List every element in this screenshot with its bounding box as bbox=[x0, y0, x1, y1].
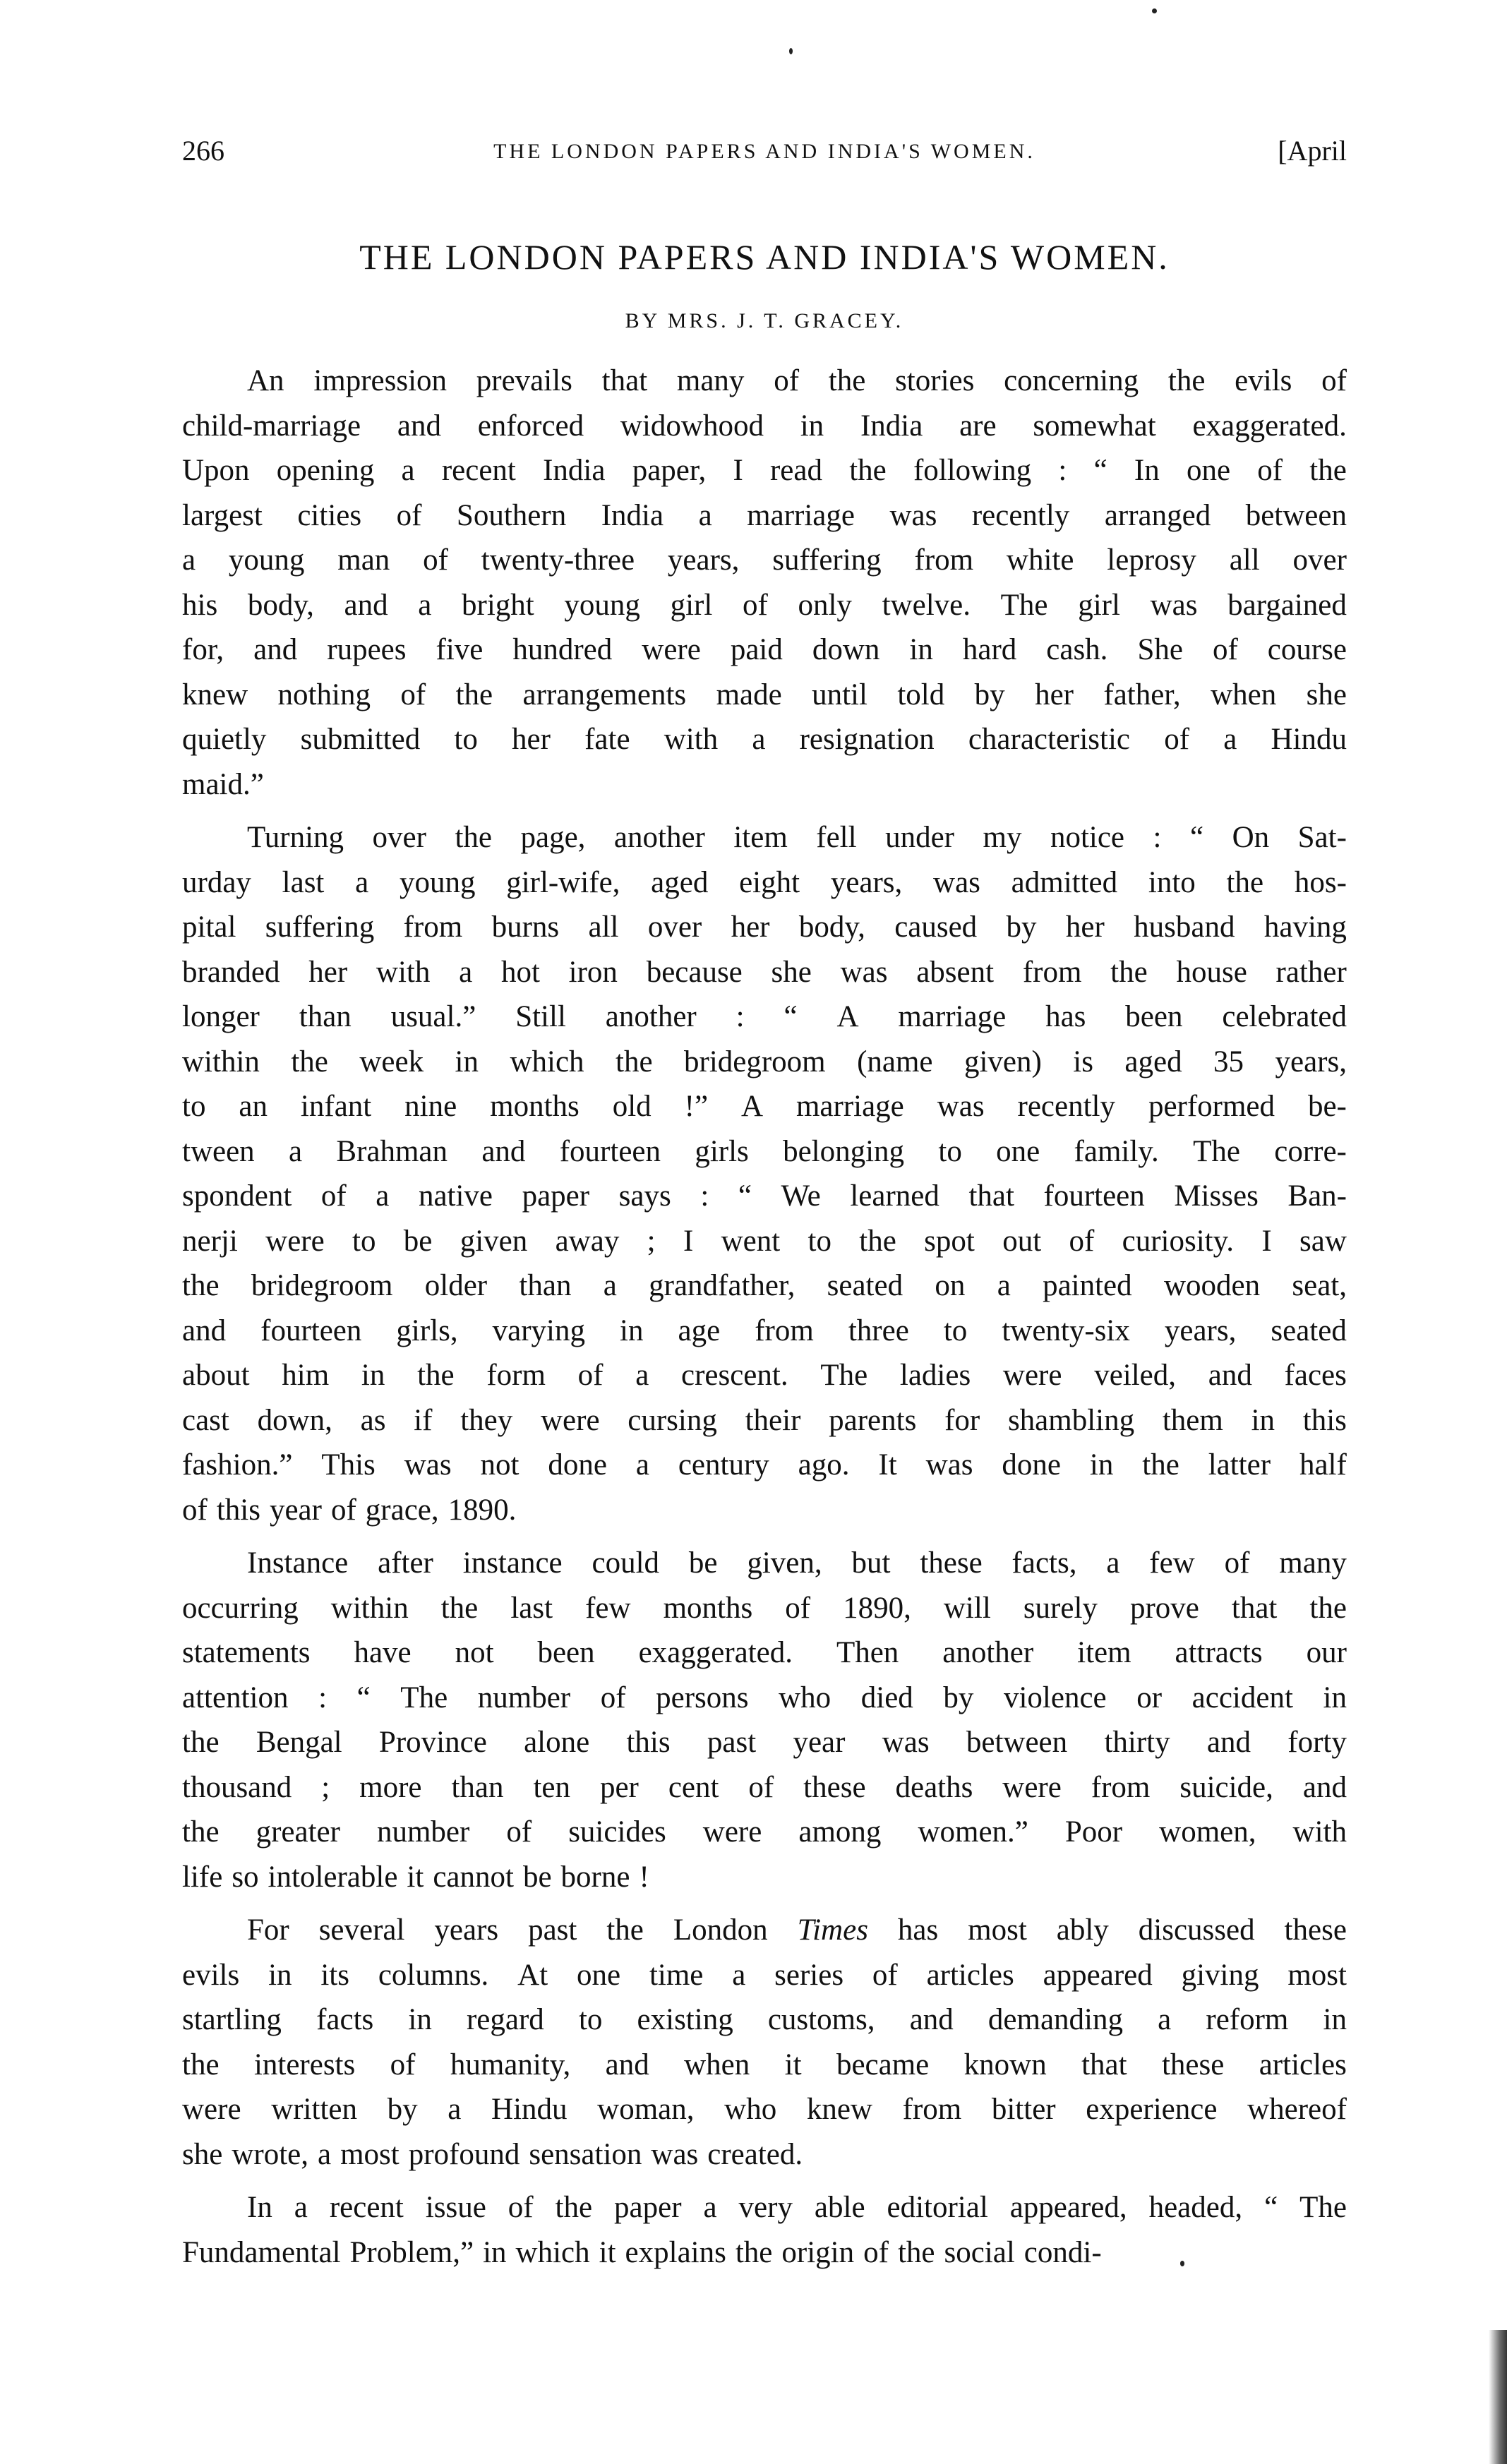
text-line: Upon opening a recent India paper, I read the following : “ In one of the bbox=[182, 454, 1347, 487]
text-line: a young man of twenty-three years, suffering from white leprosy all over bbox=[182, 543, 1347, 577]
paragraph bbox=[182, 359, 1347, 807]
paragraph bbox=[182, 1908, 1347, 2177]
text-line: statements have not been exaggerated. Then another item attracts our bbox=[182, 1636, 1347, 1669]
ink-speck bbox=[1152, 8, 1157, 13]
text-line: spondent of a native paper says : “ We learned that fourteen Misses Ban- bbox=[182, 1179, 1347, 1213]
text-line: occurring within the last few months of 1890, will surely prove that the bbox=[182, 1591, 1347, 1625]
text-line: to an infant nine months old !” A marriage was recently performed be- bbox=[182, 1090, 1347, 1123]
text-line: For several years past the London Times has most ably discussed these bbox=[247, 1913, 1347, 1947]
text-line: attention : “ The number of persons who died by violence or accident in bbox=[182, 1681, 1347, 1714]
ink-speck bbox=[789, 48, 793, 54]
paragraph bbox=[182, 815, 1347, 1532]
text-line: In a recent issue of the paper a very able editorial appeared, headed, “ The bbox=[247, 2191, 1347, 2224]
byline: BY MRS. J. T. GRACEY. bbox=[625, 309, 904, 332]
text-line: thousand ; more than ten per cent of these deaths were from suicide, and bbox=[182, 1770, 1347, 1804]
text-line: the bridegroom older than a grandfather, seated on a painted wooden seat, bbox=[182, 1269, 1347, 1302]
text-line: the greater number of suicides were among women.” Poor women, with bbox=[182, 1815, 1347, 1849]
text-line: Fundamental Problem,” in which it explains the origin of the social condi- bbox=[182, 2235, 1102, 2269]
text-line: largest cities of Southern India a marriage was recently arranged between bbox=[182, 498, 1347, 532]
text-line: nerji were to be given away ; I went to the spot out of curiosity. I saw bbox=[182, 1224, 1347, 1258]
text-line: Turning over the page, another item fell under my notice : “ On Sat- bbox=[247, 821, 1347, 854]
text-line: and fourteen girls, varying in age from three to twenty-six years, seated bbox=[182, 1314, 1347, 1347]
text-line: An impression prevails that many of the stories concerning the evils of bbox=[247, 364, 1347, 397]
text-line: branded her with a hot iron because she was absent from the house rather bbox=[182, 955, 1347, 989]
paragraph bbox=[182, 2185, 1347, 2275]
text-line: child-marriage and enforced widowhood in India are somewhat exaggerated. bbox=[182, 409, 1347, 443]
scan-edge-mark bbox=[1489, 2330, 1507, 2464]
text-line: were written by a Hindu woman, who knew from bitter experience whereof bbox=[182, 2093, 1347, 2126]
text-line: life so intolerable it cannot be borne ! bbox=[182, 1860, 649, 1894]
text-line: for, and rupees five hundred were paid down in hard cash. She of course bbox=[182, 633, 1347, 666]
text-line: pital suffering from burns all over her body, caused by her husband having bbox=[182, 911, 1347, 944]
text-line: knew nothing of the arrangements made until told by her father, when she bbox=[182, 678, 1347, 711]
text-line: the Bengal Province alone this past year was between thirty and forty bbox=[182, 1726, 1347, 1759]
text-line: urday last a young girl-wife, aged eight years, was admitted into the hos- bbox=[182, 865, 1347, 899]
text-line: quietly submitted to her fate with a resignation characteristic of a Hindu bbox=[182, 723, 1347, 756]
text-line: about him in the form of a crescent. The ladies were veiled, and faces bbox=[182, 1359, 1347, 1392]
text-line: tween a Brahman and fourteen girls belonging to one family. The corre- bbox=[182, 1134, 1347, 1168]
text-line: of this year of grace, 1890. bbox=[182, 1493, 517, 1527]
paragraph bbox=[182, 1541, 1347, 1899]
text-line: longer than usual.” Still another : “ A marriage has been celebrated bbox=[182, 1000, 1347, 1033]
text-line: within the week in which the bridegroom (name given) is aged 35 years, bbox=[182, 1045, 1347, 1078]
text-line: startling facts in regard to existing customs, and demanding a reform in bbox=[182, 2003, 1347, 2036]
text-line: the interests of humanity, and when it became known that these articles bbox=[182, 2048, 1347, 2081]
running-head bbox=[182, 134, 1347, 184]
text-line: cast down, as if they were cursing their parents for shambling them in this bbox=[182, 1403, 1347, 1437]
text-line: his body, and a bright young girl of only twelve. The girl was bargained bbox=[182, 588, 1347, 622]
text-line: she wrote, a most profound sensation was created. bbox=[182, 2137, 803, 2171]
text-line: fashion.” This was not done a century ago. It was done in the latter half bbox=[182, 1448, 1347, 1482]
article-body bbox=[182, 359, 1347, 2283]
article-title: THE LONDON PAPERS AND INDIA'S WOMEN. bbox=[359, 237, 1170, 277]
running-title: THE LONDON PAPERS AND INDIA'S WOMEN. bbox=[493, 140, 1035, 163]
running-month: [April bbox=[1278, 135, 1347, 167]
page-number: 266 bbox=[182, 135, 224, 167]
text-line: evils in its columns. At one time a series of articles appeared giving most bbox=[182, 1958, 1347, 1992]
text-line: maid.” bbox=[182, 767, 264, 801]
text-line: Instance after instance could be given, but these facts, a few of many bbox=[247, 1546, 1347, 1580]
